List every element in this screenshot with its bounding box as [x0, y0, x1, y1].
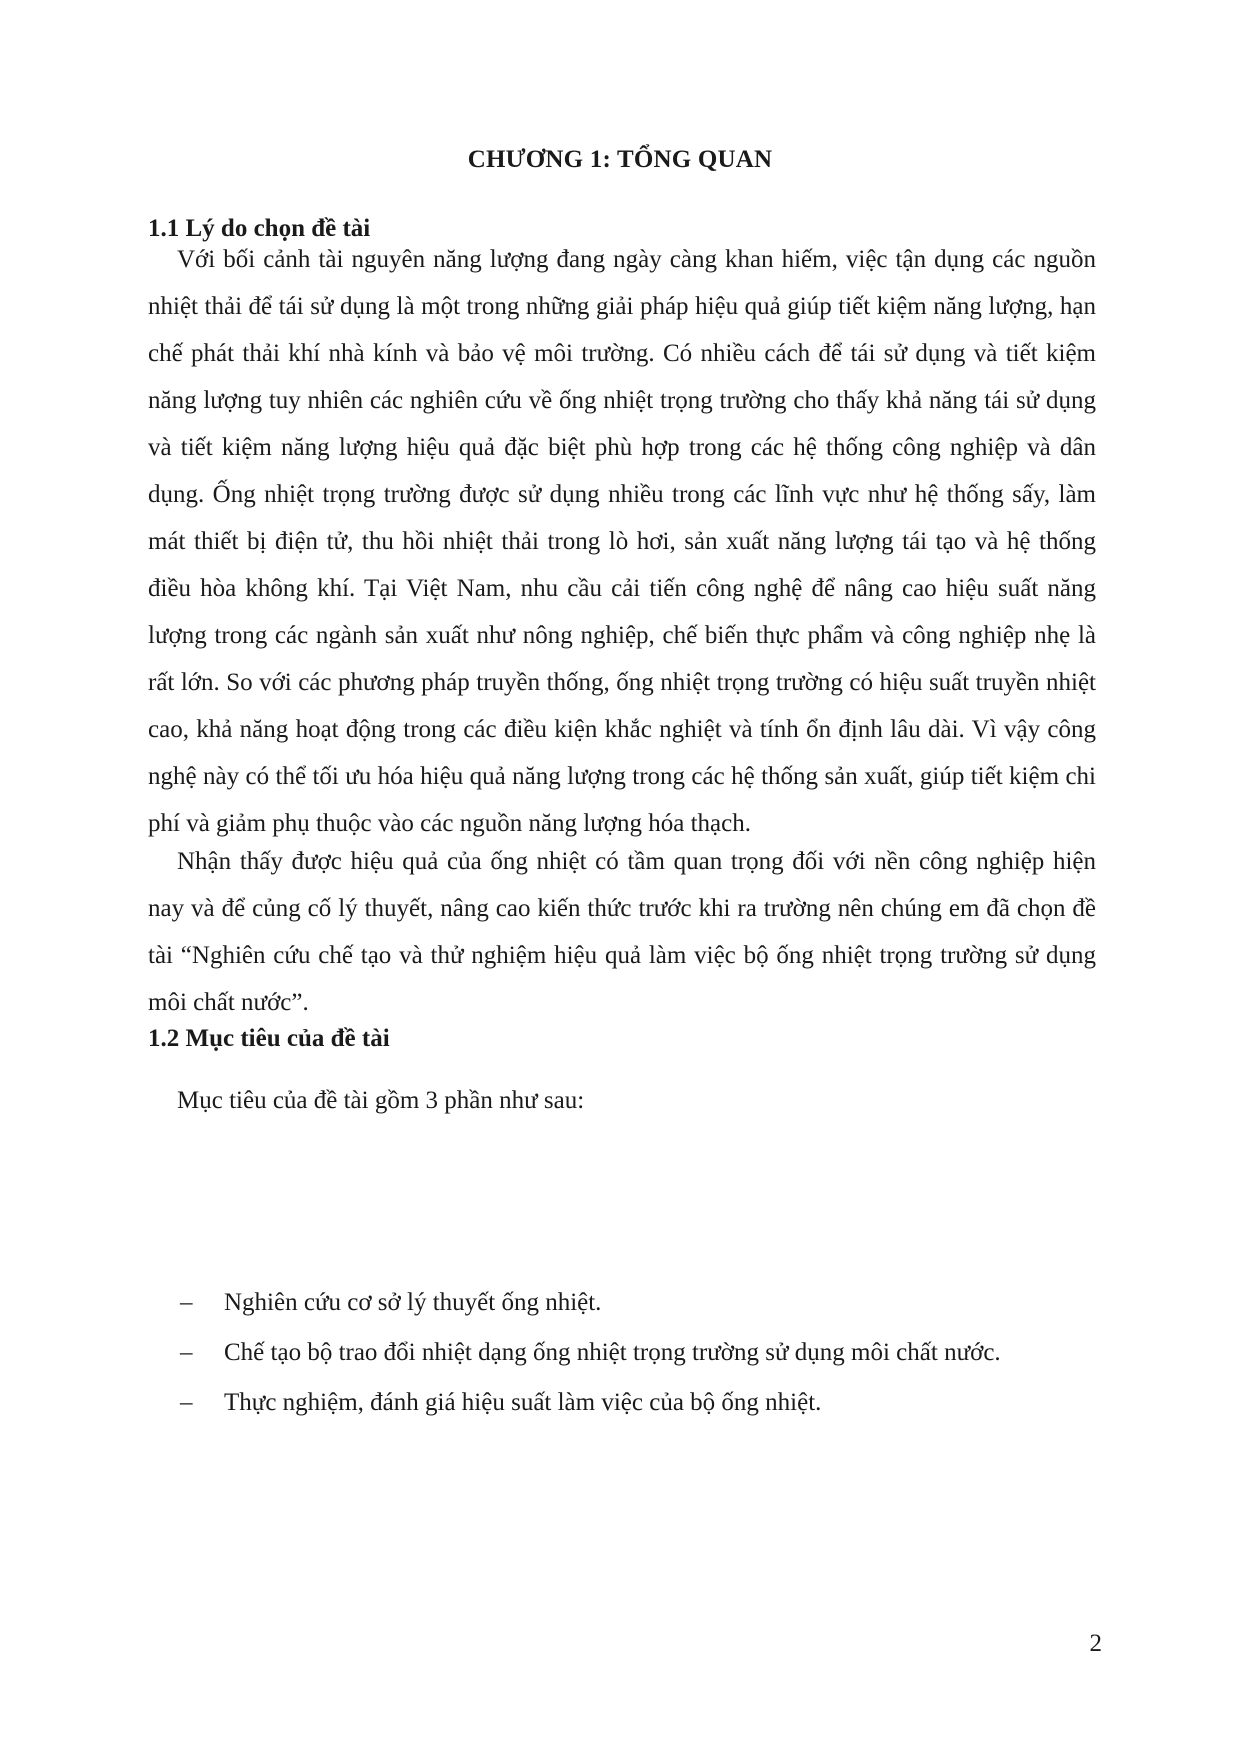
list-item-text: Nghiên cứu cơ sở lý thuyết ống nhiệt. [224, 1289, 602, 1316]
list-item [180, 1328, 1001, 1378]
list-item-text: Thực nghiệm, đánh giá hiệu suất làm việc của bộ ống nhiệt. [224, 1389, 822, 1416]
list-item [180, 1278, 1001, 1328]
bullet-dash: – [180, 1389, 193, 1416]
bullet-dash: – [180, 1339, 193, 1366]
list-item [180, 1378, 1001, 1428]
objectives-intro: Mục tiêu của đề tài gồm 3 phần như sau: [177, 1087, 585, 1114]
paragraph-reason: Với bối cảnh tài nguyên năng lượng đang ngày càng khan hiếm, việc tận dụng các nguồn nhiệt thải để tái sử dụng là một trong những giải pháp hiệu quả giúp tiết kiệm năng lượng, hạn chế phát thải khí nhà kính và bảo vệ môi trường. Có nhiều cách để tái sử dụng và tiết kiệm năng lượng tuy nhiên các nghiên cứu về ống nhiệt trọng trường cho thấy khả năng tái sử dụng và tiết kiệm năng lượng hiệu quả đặc biệt phù hợp trong các hệ thống công nghiệp và dân dụng. Ống nhiệt trọng trường được sử dụng nhiều trong các lĩnh vực như hệ thống sấy, làm mát thiết bị điện tử, thu hồi nhiệt thải trong lò hơi, sản xuất năng lượng tái tạo và hệ thống điều hòa không khí. Tại Việt Nam, nhu cầu cải tiến công nghệ để nâng cao hiệu suất năng lượng trong các ngành sản xuất như nông nghiệp, chế biến thực phẩm và công nghiệp nhẹ là rất lớn. So với các phương pháp truyền thống, ống nhiệt trọng trường có hiệu suất truyền nhiệt cao, khả năng hoạt động trong các điều kiện khắc nghiệt và tính ổn định lâu dài. Vì vậy công nghệ này có thể tối ưu hóa hiệu quả năng lượng trong các hệ thống sản xuất, giúp tiết kiệm chi phí và giảm phụ thuộc vào các nguồn năng lượng hóa thạch. [148, 246, 1096, 837]
section-heading-1-1: 1.1 Lý do chọn đề tài [148, 215, 371, 242]
paragraph-motivation: Nhận thấy được hiệu quả của ống nhiệt có tầm quan trọng đối với nền công nghiệp hiện nay và để củng cố lý thuyết, nâng cao kiến thức trước khi ra trường nên chúng em đã chọn đề tài “Nghiên cứu chế tạo và thử nghiệm hiệu quả làm việc bộ ống nhiệt trọng trường sử dụng môi chất nước”. [148, 848, 1096, 1016]
list-item-text: Chế tạo bộ trao đổi nhiệt dạng ống nhiệt trọng trường sử dụng môi chất nước. [224, 1339, 1001, 1366]
page-number: 2 [1089, 1630, 1102, 1657]
chapter-title: CHƯƠNG 1: TỔNG QUAN [467, 146, 773, 173]
objectives-list [180, 1278, 1001, 1428]
bullet-dash: – [180, 1289, 193, 1316]
section-heading-1-2: 1.2 Mục tiêu của đề tài [148, 1025, 390, 1052]
